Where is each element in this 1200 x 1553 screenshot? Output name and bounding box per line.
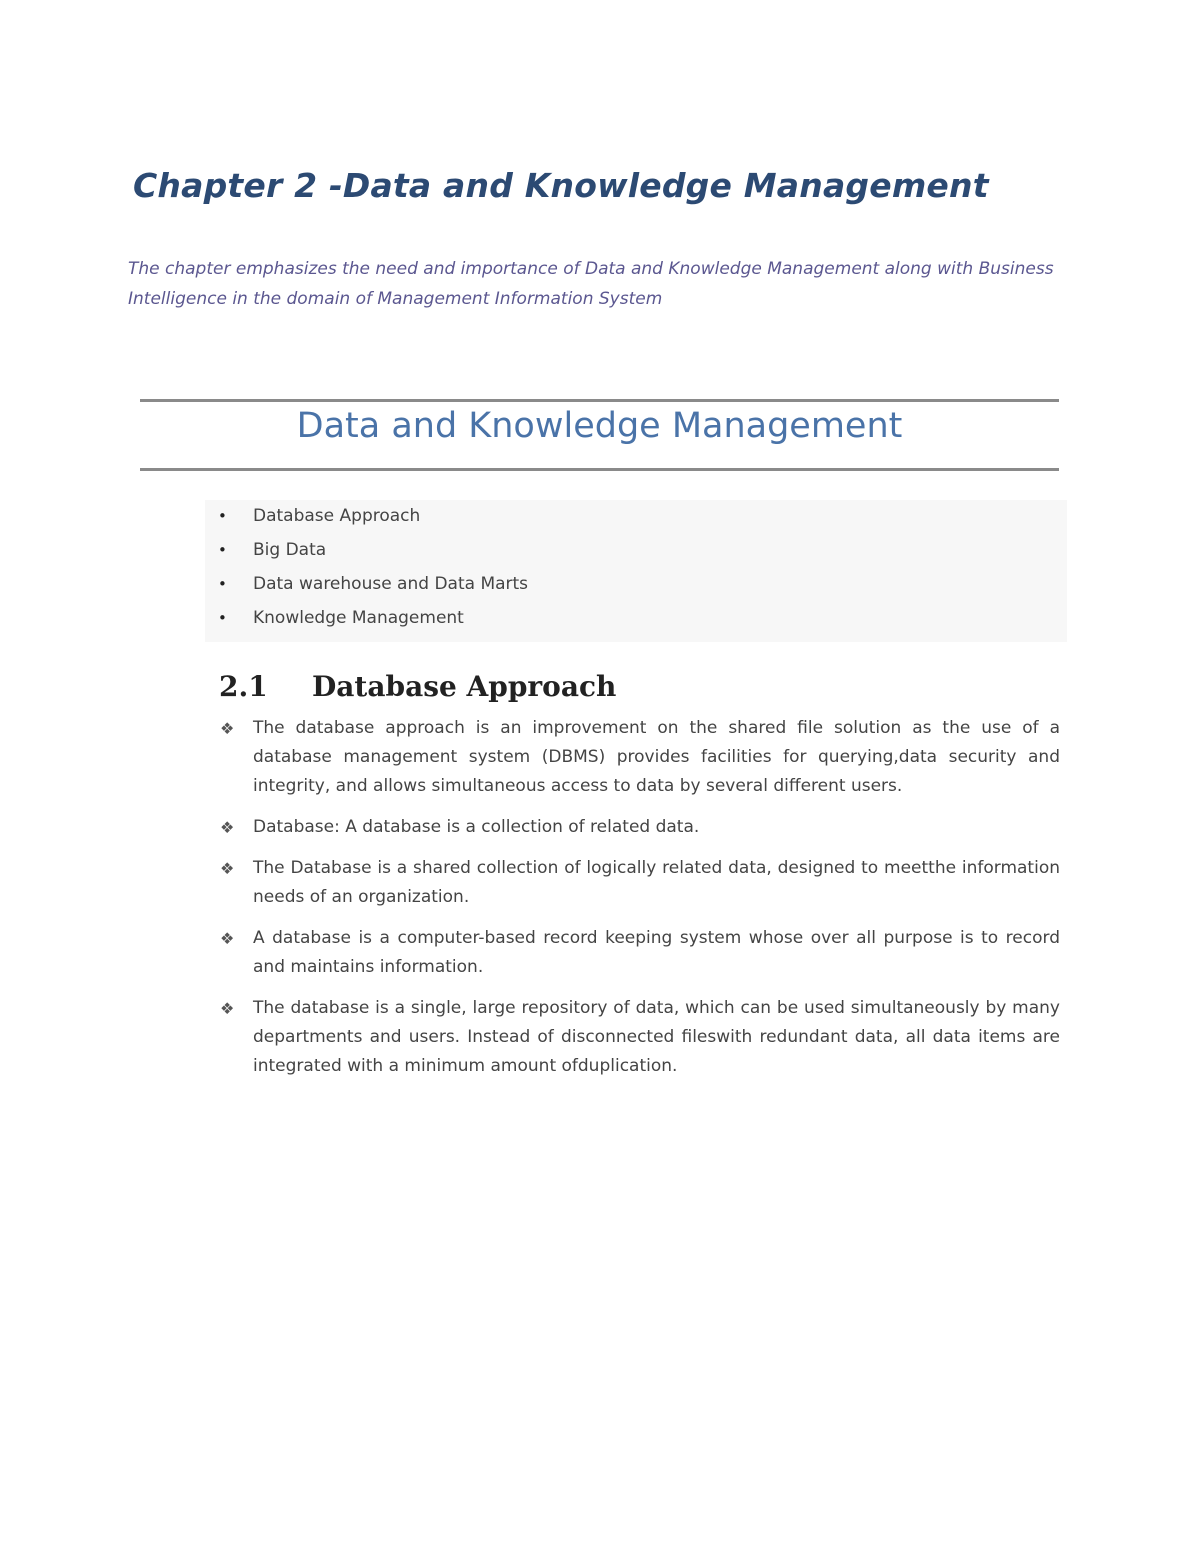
diamond-bullet-icon: ❖ [220, 818, 235, 837]
subsection-points [218, 714, 1060, 1093]
point-item [218, 854, 1060, 912]
topic-item-label: Knowledge Management [253, 608, 464, 628]
topic-item-label: Database Approach [253, 506, 421, 526]
topic-item [215, 502, 528, 536]
section-banner-title: Data and Knowledge Management [296, 406, 903, 446]
point-text: Database: A database is a collection of related data. [253, 817, 700, 837]
point-text: The Database is a shared collection of logically related data, designed to meetthe information needs of an organization. [253, 858, 1060, 907]
bullet-icon: • [218, 507, 227, 525]
diamond-bullet-icon: ❖ [220, 929, 235, 948]
point-item [218, 714, 1060, 801]
banner-bottom-rule [140, 468, 1059, 471]
topic-item [215, 604, 528, 638]
diamond-bullet-icon: ❖ [220, 999, 235, 1018]
diamond-bullet-icon: ❖ [220, 859, 235, 878]
topic-item-label: Data warehouse and Data Marts [253, 574, 529, 594]
subsection-number: 2.1 [219, 670, 268, 703]
point-item [218, 994, 1060, 1081]
bullet-icon: • [218, 609, 227, 627]
banner-top-rule [140, 399, 1059, 402]
topic-item-label: Big Data [253, 540, 327, 560]
chapter-title: Chapter 2 -Data and Knowledge Management [133, 166, 989, 205]
point-text: The database is a single, large repository of data, which can be used simultaneously by many departments and users. Instead of disconnected fileswith redundant data, all data items are integrated with a minimum amount ofduplication. [253, 998, 1060, 1076]
bullet-icon: • [218, 575, 227, 593]
subsection-title: Database Approach [312, 670, 617, 703]
point-text: The database approach is an improvement on the shared file solution as the use of a database management system (DBMS) provides facilities for querying,data security and integrity, and allows simultaneous access to data by several different users. [253, 718, 1060, 796]
subsection-heading [219, 670, 616, 703]
topics-list [215, 502, 528, 638]
chapter-intro: The chapter emphasizes the need and importance of Data and Knowledge Management along with Business Intelligence in the domain of Management Information System [128, 259, 1054, 309]
bullet-icon: • [218, 541, 227, 559]
topic-item [215, 570, 528, 604]
topic-item [215, 536, 528, 570]
point-item [218, 924, 1060, 982]
diamond-bullet-icon: ❖ [220, 719, 235, 738]
point-text: A database is a computer-based record keeping system whose over all purpose is to record and maintains information. [253, 928, 1060, 977]
point-item [218, 813, 1060, 842]
